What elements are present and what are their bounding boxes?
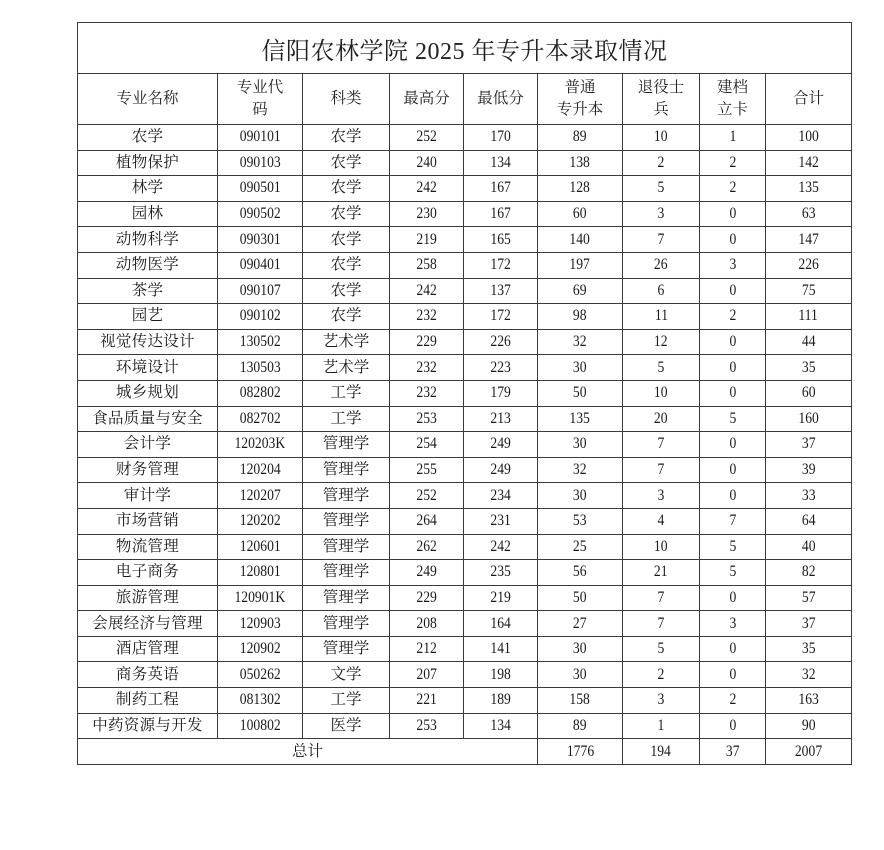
cell-category: 农学: [303, 201, 390, 227]
cell-min-score: 219: [464, 585, 538, 611]
cell-total-count: 32: [766, 662, 852, 688]
cell-major-name: 视觉传达设计: [78, 329, 218, 355]
table-row: [78, 227, 852, 253]
cell-major-code: 120202: [218, 508, 303, 534]
cell-category: 农学: [303, 125, 390, 151]
cell-regular-count: 30: [538, 636, 623, 662]
cell-total-count: 111: [766, 304, 852, 330]
cell-veteran-count: 10: [623, 380, 700, 406]
cell-max-score: 229: [390, 329, 464, 355]
cell-major-name: 园艺: [78, 304, 218, 330]
cell-min-score: 235: [464, 560, 538, 586]
cell-regular-count: 25: [538, 534, 623, 560]
cell-major-code: 090102: [218, 304, 303, 330]
cell-poverty-count: 0: [700, 278, 766, 304]
cell-total-count: 39: [766, 457, 852, 483]
header-regular: 普通 专升本: [538, 74, 623, 125]
cell-regular-count: 197: [538, 252, 623, 278]
table-row: [78, 432, 852, 458]
header-major-name: 专业名称: [78, 74, 218, 125]
header-max-score: 最高分: [390, 74, 464, 125]
cell-veteran-count: 7: [623, 611, 700, 637]
cell-max-score: 252: [390, 483, 464, 509]
cell-veteran-count: 26: [623, 252, 700, 278]
table-row: [78, 304, 852, 330]
cell-regular-count: 135: [538, 406, 623, 432]
cell-min-score: 165: [464, 227, 538, 253]
cell-total-count: 160: [766, 406, 852, 432]
cell-total-count: 60: [766, 380, 852, 406]
table-row: [78, 585, 852, 611]
table-row: [78, 560, 852, 586]
header-min-score: 最低分: [464, 74, 538, 125]
cell-min-score: 249: [464, 432, 538, 458]
cell-major-name: 林学: [78, 176, 218, 202]
cell-category: 管理学: [303, 585, 390, 611]
cell-max-score: 240: [390, 150, 464, 176]
cell-major-code: 090501: [218, 176, 303, 202]
cell-poverty-count: 1: [700, 125, 766, 151]
cell-max-score: 229: [390, 585, 464, 611]
cell-max-score: 242: [390, 278, 464, 304]
cell-regular-count: 30: [538, 662, 623, 688]
cell-poverty-count: 0: [700, 432, 766, 458]
header-total: 合计: [766, 74, 852, 125]
cell-major-code: 120207: [218, 483, 303, 509]
table-row: [78, 355, 852, 381]
cell-major-name: 茶学: [78, 278, 218, 304]
cell-min-score: 172: [464, 304, 538, 330]
cell-max-score: 249: [390, 560, 464, 586]
cell-major-name: 城乡规划: [78, 380, 218, 406]
cell-max-score: 242: [390, 176, 464, 202]
header-category: 科类: [303, 74, 390, 125]
table-row: [78, 125, 852, 151]
cell-regular-count: 50: [538, 380, 623, 406]
cell-veteran-count: 7: [623, 457, 700, 483]
cell-poverty-count: 0: [700, 457, 766, 483]
cell-regular-count: 89: [538, 125, 623, 151]
cell-major-code: 100802: [218, 713, 303, 739]
cell-min-score: 226: [464, 329, 538, 355]
cell-poverty-count: 0: [700, 636, 766, 662]
cell-max-score: 232: [390, 304, 464, 330]
table-row: [78, 150, 852, 176]
cell-min-score: 137: [464, 278, 538, 304]
cell-min-score: 164: [464, 611, 538, 637]
cell-major-name: 动物医学: [78, 252, 218, 278]
cell-min-score: 242: [464, 534, 538, 560]
cell-total-count: 226: [766, 252, 852, 278]
cell-max-score: 232: [390, 380, 464, 406]
cell-regular-count: 138: [538, 150, 623, 176]
cell-veteran-count: 6: [623, 278, 700, 304]
cell-min-score: 167: [464, 201, 538, 227]
cell-veteran-count: 3: [623, 201, 700, 227]
cell-max-score: 258: [390, 252, 464, 278]
cell-regular-count: 30: [538, 483, 623, 509]
cell-max-score: 219: [390, 227, 464, 253]
cell-veteran-count: 3: [623, 688, 700, 714]
cell-max-score: 230: [390, 201, 464, 227]
cell-category: 艺术学: [303, 355, 390, 381]
cell-poverty-count: 0: [700, 585, 766, 611]
cell-major-code: 120902: [218, 636, 303, 662]
cell-total-count: 35: [766, 355, 852, 381]
cell-poverty-count: 5: [700, 560, 766, 586]
cell-major-code: 120601: [218, 534, 303, 560]
cell-poverty-count: 2: [700, 150, 766, 176]
table-row: [78, 688, 852, 714]
cell-category: 农学: [303, 252, 390, 278]
cell-major-name: 商务英语: [78, 662, 218, 688]
table-row: [78, 406, 852, 432]
cell-category: 管理学: [303, 560, 390, 586]
cell-total-count: 163: [766, 688, 852, 714]
cell-major-code: 090502: [218, 201, 303, 227]
cell-poverty-count: 0: [700, 380, 766, 406]
cell-min-score: 141: [464, 636, 538, 662]
summary-total: 2007: [766, 739, 852, 765]
cell-min-score: 134: [464, 713, 538, 739]
cell-max-score: 262: [390, 534, 464, 560]
table-row: [78, 713, 852, 739]
cell-major-code: 050262: [218, 662, 303, 688]
cell-major-code: 120903: [218, 611, 303, 637]
cell-major-name: 环境设计: [78, 355, 218, 381]
cell-min-score: 223: [464, 355, 538, 381]
cell-poverty-count: 0: [700, 201, 766, 227]
cell-regular-count: 30: [538, 355, 623, 381]
cell-category: 工学: [303, 688, 390, 714]
cell-regular-count: 69: [538, 278, 623, 304]
cell-major-name: 农学: [78, 125, 218, 151]
cell-major-name: 电子商务: [78, 560, 218, 586]
cell-major-name: 动物科学: [78, 227, 218, 253]
cell-total-count: 44: [766, 329, 852, 355]
cell-total-count: 33: [766, 483, 852, 509]
cell-min-score: 189: [464, 688, 538, 714]
summary-regular: 1776: [538, 739, 623, 765]
cell-min-score: 234: [464, 483, 538, 509]
table-row: [78, 176, 852, 202]
cell-veteran-count: 5: [623, 176, 700, 202]
cell-major-name: 会展经济与管理: [78, 611, 218, 637]
table-title: 信阳农林学院 2025 年专升本录取情况: [78, 23, 852, 74]
cell-total-count: 147: [766, 227, 852, 253]
cell-category: 医学: [303, 713, 390, 739]
cell-poverty-count: 0: [700, 329, 766, 355]
cell-major-code: 081302: [218, 688, 303, 714]
cell-major-code: 120204: [218, 457, 303, 483]
cell-major-name: 市场营销: [78, 508, 218, 534]
cell-max-score: 221: [390, 688, 464, 714]
cell-regular-count: 60: [538, 201, 623, 227]
cell-regular-count: 140: [538, 227, 623, 253]
cell-poverty-count: 0: [700, 713, 766, 739]
cell-regular-count: 89: [538, 713, 623, 739]
cell-regular-count: 158: [538, 688, 623, 714]
cell-major-name: 食品质量与安全: [78, 406, 218, 432]
cell-total-count: 142: [766, 150, 852, 176]
cell-regular-count: 30: [538, 432, 623, 458]
cell-poverty-count: 7: [700, 508, 766, 534]
cell-category: 管理学: [303, 432, 390, 458]
cell-total-count: 64: [766, 508, 852, 534]
cell-max-score: 264: [390, 508, 464, 534]
cell-regular-count: 53: [538, 508, 623, 534]
cell-category: 管理学: [303, 534, 390, 560]
cell-min-score: 172: [464, 252, 538, 278]
cell-poverty-count: 5: [700, 406, 766, 432]
cell-veteran-count: 2: [623, 150, 700, 176]
cell-poverty-count: 0: [700, 662, 766, 688]
cell-major-name: 园林: [78, 201, 218, 227]
table-row: [78, 611, 852, 637]
cell-major-code: 090107: [218, 278, 303, 304]
summary-poverty: 37: [700, 739, 766, 765]
cell-veteran-count: 3: [623, 483, 700, 509]
cell-poverty-count: 3: [700, 252, 766, 278]
cell-category: 管理学: [303, 611, 390, 637]
cell-major-code: 130503: [218, 355, 303, 381]
cell-total-count: 35: [766, 636, 852, 662]
cell-poverty-count: 2: [700, 688, 766, 714]
cell-min-score: 170: [464, 125, 538, 151]
cell-max-score: 208: [390, 611, 464, 637]
cell-category: 工学: [303, 380, 390, 406]
cell-category: 管理学: [303, 457, 390, 483]
cell-category: 农学: [303, 278, 390, 304]
cell-regular-count: 32: [538, 457, 623, 483]
cell-min-score: 213: [464, 406, 538, 432]
cell-min-score: 198: [464, 662, 538, 688]
cell-min-score: 179: [464, 380, 538, 406]
cell-veteran-count: 1: [623, 713, 700, 739]
cell-major-code: 090103: [218, 150, 303, 176]
cell-major-name: 会计学: [78, 432, 218, 458]
cell-total-count: 40: [766, 534, 852, 560]
table-row: [78, 508, 852, 534]
cell-min-score: 249: [464, 457, 538, 483]
cell-veteran-count: 12: [623, 329, 700, 355]
table-row: [78, 636, 852, 662]
cell-major-code: 090401: [218, 252, 303, 278]
cell-veteran-count: 11: [623, 304, 700, 330]
cell-veteran-count: 7: [623, 585, 700, 611]
cell-regular-count: 27: [538, 611, 623, 637]
cell-regular-count: 32: [538, 329, 623, 355]
cell-veteran-count: 5: [623, 355, 700, 381]
cell-category: 农学: [303, 227, 390, 253]
cell-category: 工学: [303, 406, 390, 432]
cell-total-count: 37: [766, 611, 852, 637]
cell-max-score: 212: [390, 636, 464, 662]
table-row: [78, 534, 852, 560]
table-body: [78, 125, 852, 739]
cell-min-score: 231: [464, 508, 538, 534]
summary-row: [78, 739, 852, 765]
cell-major-code: 090101: [218, 125, 303, 151]
cell-max-score: 253: [390, 713, 464, 739]
cell-poverty-count: 3: [700, 611, 766, 637]
cell-poverty-count: 0: [700, 355, 766, 381]
cell-major-code: 090301: [218, 227, 303, 253]
cell-regular-count: 50: [538, 585, 623, 611]
cell-veteran-count: 10: [623, 125, 700, 151]
cell-total-count: 100: [766, 125, 852, 151]
summary-veteran: 194: [623, 739, 700, 765]
header-row: [78, 74, 852, 125]
cell-poverty-count: 0: [700, 483, 766, 509]
cell-regular-count: 128: [538, 176, 623, 202]
cell-total-count: 75: [766, 278, 852, 304]
header-major-code: 专业代 码: [218, 74, 303, 125]
cell-major-code: 120901K: [218, 585, 303, 611]
cell-max-score: 207: [390, 662, 464, 688]
cell-regular-count: 98: [538, 304, 623, 330]
table-row: [78, 457, 852, 483]
cell-major-code: 082802: [218, 380, 303, 406]
cell-veteran-count: 7: [623, 432, 700, 458]
cell-total-count: 57: [766, 585, 852, 611]
cell-veteran-count: 5: [623, 636, 700, 662]
cell-category: 农学: [303, 176, 390, 202]
table-row: [78, 329, 852, 355]
cell-major-code: 130502: [218, 329, 303, 355]
cell-major-name: 制药工程: [78, 688, 218, 714]
cell-poverty-count: 2: [700, 304, 766, 330]
title-row: [78, 23, 852, 74]
cell-veteran-count: 21: [623, 560, 700, 586]
cell-major-name: 酒店管理: [78, 636, 218, 662]
cell-max-score: 232: [390, 355, 464, 381]
cell-category: 农学: [303, 304, 390, 330]
cell-veteran-count: 7: [623, 227, 700, 253]
cell-category: 农学: [303, 150, 390, 176]
cell-poverty-count: 2: [700, 176, 766, 202]
cell-veteran-count: 10: [623, 534, 700, 560]
cell-max-score: 255: [390, 457, 464, 483]
cell-total-count: 37: [766, 432, 852, 458]
cell-category: 管理学: [303, 483, 390, 509]
cell-min-score: 134: [464, 150, 538, 176]
cell-veteran-count: 20: [623, 406, 700, 432]
cell-total-count: 63: [766, 201, 852, 227]
cell-major-name: 物流管理: [78, 534, 218, 560]
header-veteran: 退役士 兵: [623, 74, 700, 125]
cell-poverty-count: 5: [700, 534, 766, 560]
cell-max-score: 254: [390, 432, 464, 458]
cell-category: 文学: [303, 662, 390, 688]
header-poverty: 建档 立卡: [700, 74, 766, 125]
cell-category: 艺术学: [303, 329, 390, 355]
cell-total-count: 90: [766, 713, 852, 739]
summary-label: 总计: [78, 739, 538, 765]
cell-max-score: 253: [390, 406, 464, 432]
cell-total-count: 135: [766, 176, 852, 202]
cell-major-name: 财务管理: [78, 457, 218, 483]
cell-major-name: 审计学: [78, 483, 218, 509]
cell-category: 管理学: [303, 508, 390, 534]
cell-veteran-count: 4: [623, 508, 700, 534]
cell-major-name: 中药资源与开发: [78, 713, 218, 739]
cell-regular-count: 56: [538, 560, 623, 586]
cell-major-name: 植物保护: [78, 150, 218, 176]
table-row: [78, 201, 852, 227]
cell-min-score: 167: [464, 176, 538, 202]
cell-major-code: 082702: [218, 406, 303, 432]
cell-max-score: 252: [390, 125, 464, 151]
cell-major-name: 旅游管理: [78, 585, 218, 611]
cell-category: 管理学: [303, 636, 390, 662]
cell-major-code: 120801: [218, 560, 303, 586]
table-row: [78, 380, 852, 406]
table-row: [78, 483, 852, 509]
cell-major-code: 120203K: [218, 432, 303, 458]
admission-table: [77, 22, 852, 765]
cell-total-count: 82: [766, 560, 852, 586]
table-row: [78, 252, 852, 278]
table-row: [78, 662, 852, 688]
cell-veteran-count: 2: [623, 662, 700, 688]
table-row: [78, 278, 852, 304]
cell-poverty-count: 0: [700, 227, 766, 253]
